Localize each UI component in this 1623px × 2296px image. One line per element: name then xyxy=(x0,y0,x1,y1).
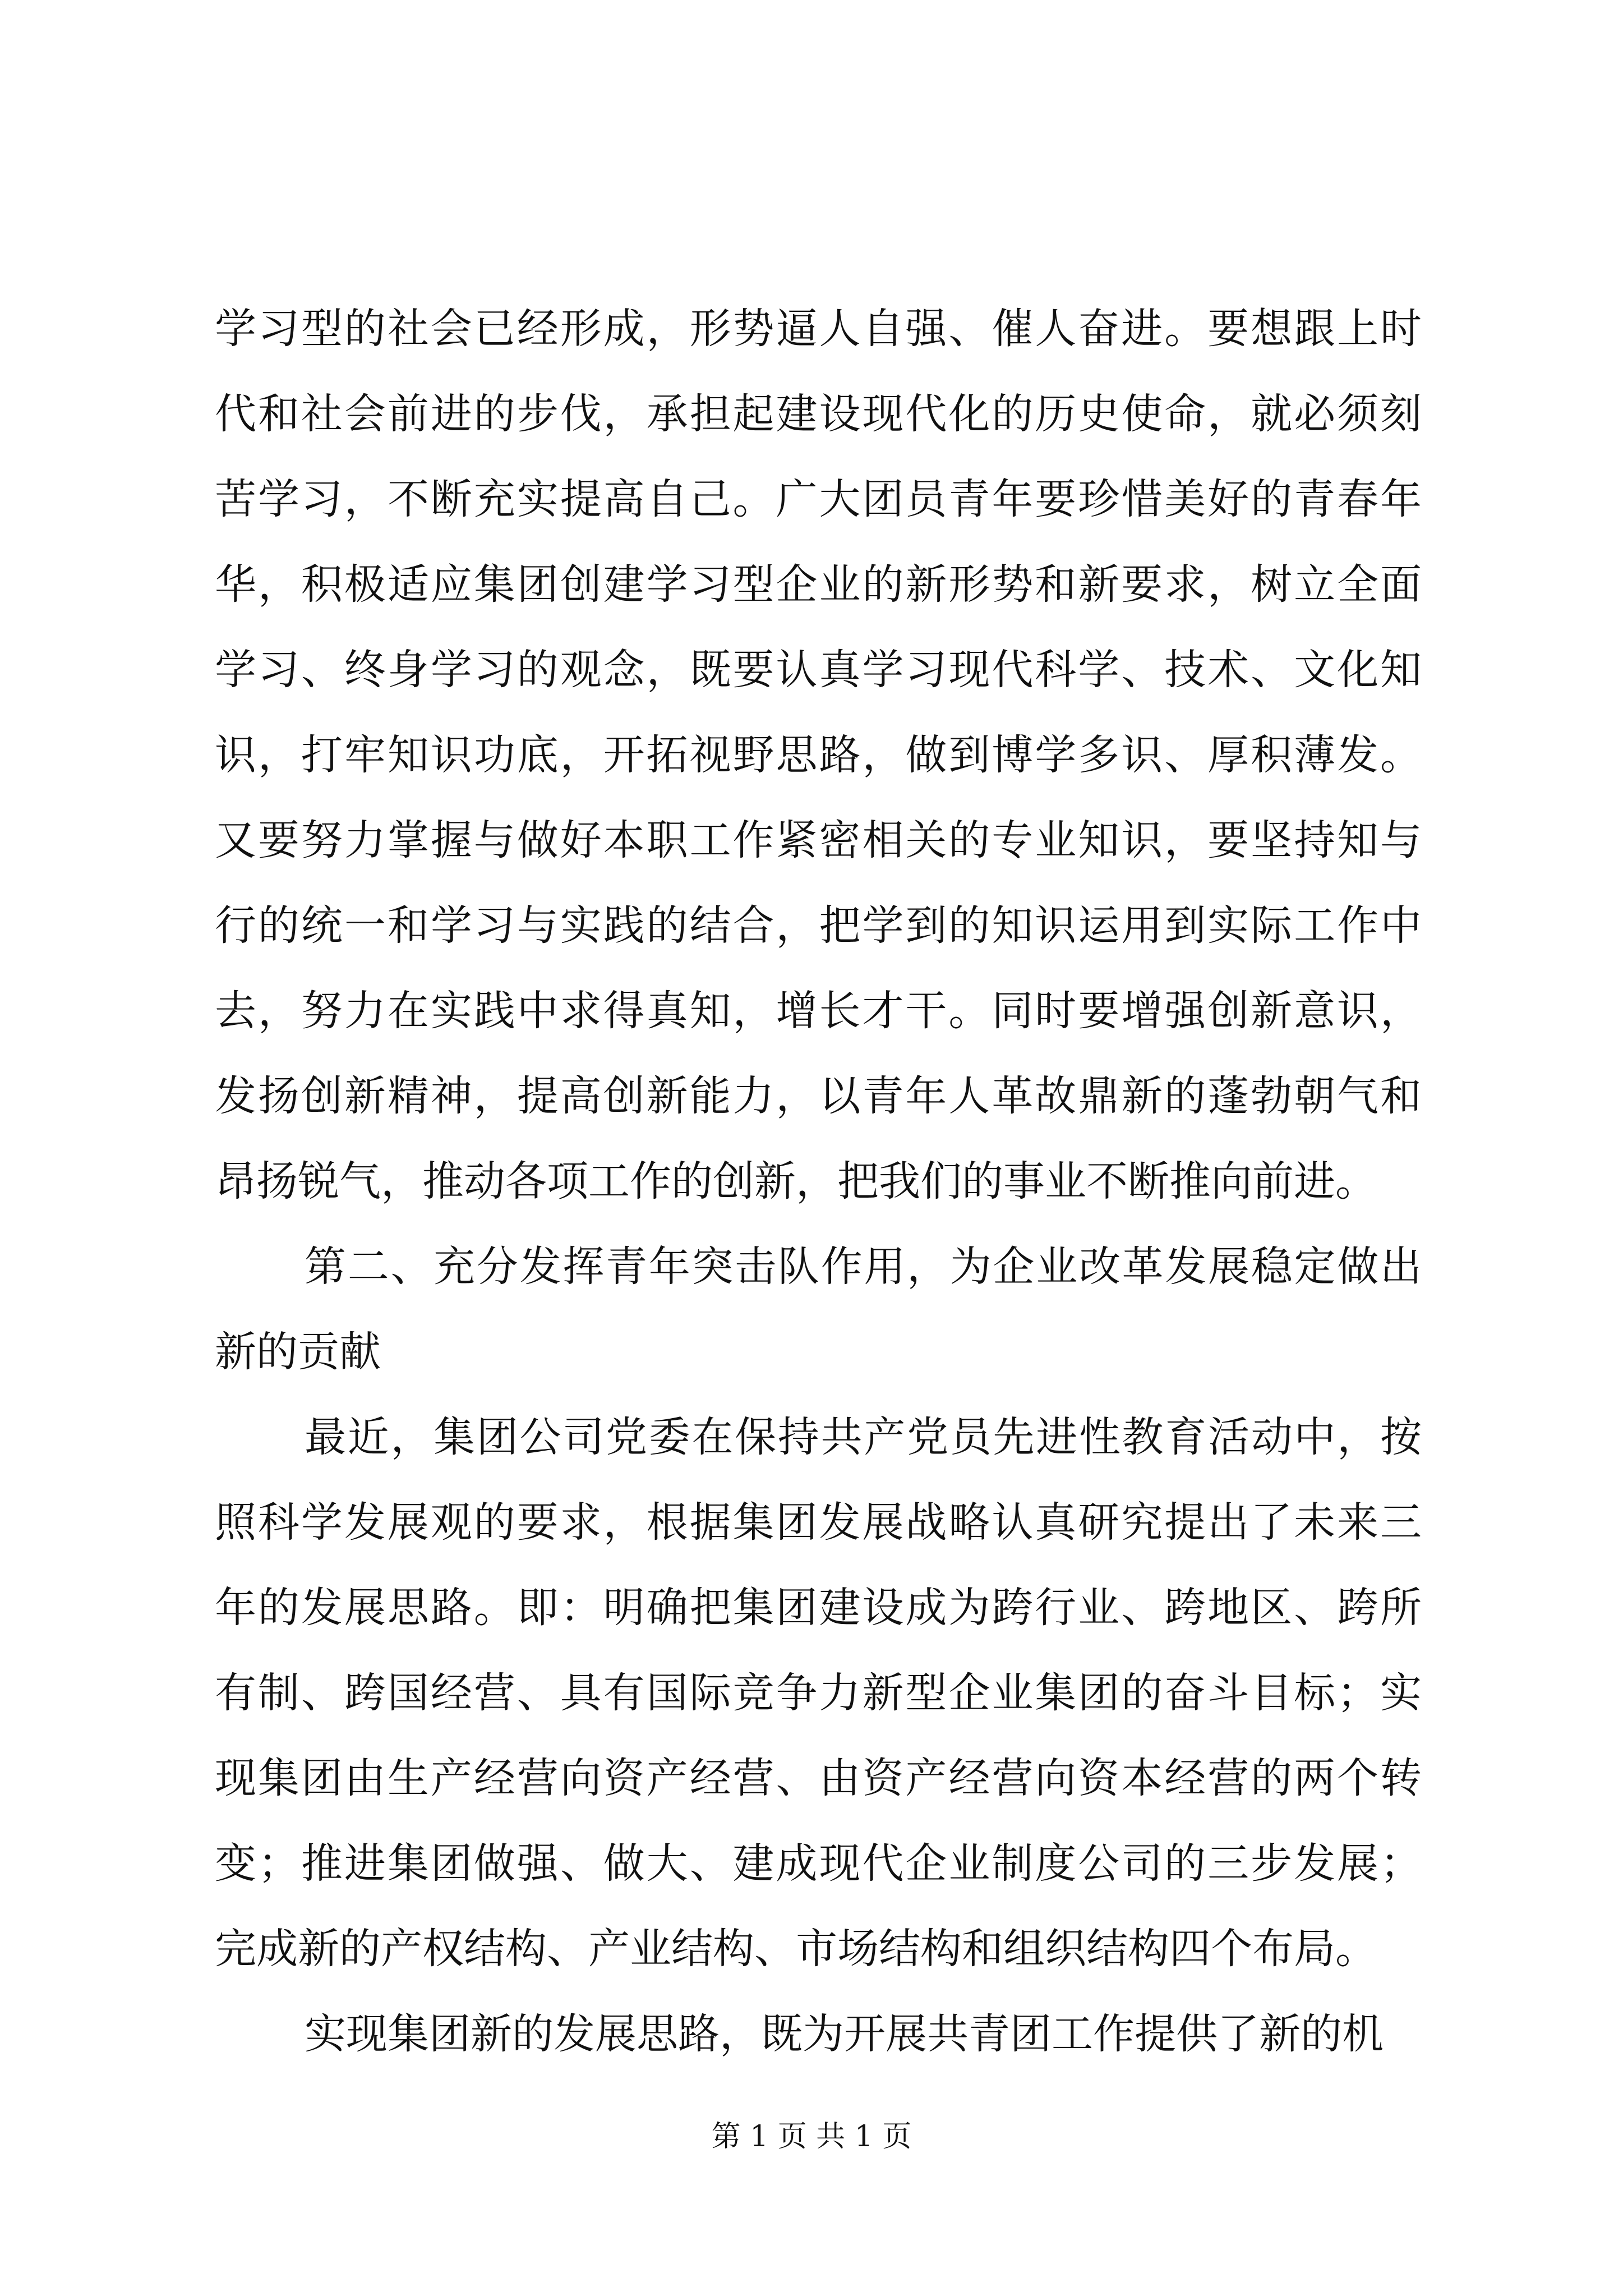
text-line: 照科学发展观的要求，根据集团发展战略认真研究提出了未来三 xyxy=(215,1498,1422,1547)
paragraph xyxy=(215,1395,1422,1991)
text-line: 变；推进集团做强、做大、建成现代企业制度公司的三步发展； xyxy=(215,1839,1422,1888)
text-line: 最近，集团公司党委在保持共产党员先进性教育活动中，按 xyxy=(305,1413,1422,1461)
text-line: 实现集团新的发展思路，既为开展共青团工作提供了新的机 xyxy=(305,2010,1384,2058)
text-line: 学习型的社会已经形成，形势逼人自强、催人奋进。要想跟上时 xyxy=(215,305,1422,353)
text-line: 第二、充分发挥青年突击队作用，为企业改革发展稳定做出 xyxy=(305,1243,1422,1291)
page-footer: 第 1 页 共 1 页 xyxy=(711,2120,912,2154)
text-line: 苦学习，不断充实提高自己。广大团员青年要珍惜美好的青春年 xyxy=(215,475,1422,523)
text-line: 识，打牢知识功底，开拓视野思路，做到博学多识、厚积薄发。 xyxy=(215,731,1422,779)
text-line: 有制、跨国经营、具有国际竞争力新型企业集团的奋斗目标；实 xyxy=(215,1669,1422,1717)
text-line: 完成新的产权结构、产业结构、市场结构和组织结构四个布局。 xyxy=(215,1925,1377,1973)
text-line: 现集团由生产经营向资产经营、由资产经营向资本经营的两个转 xyxy=(215,1754,1422,1802)
text-line: 行的统一和学习与实践的结合，把学到的知识运用到实际工作中 xyxy=(215,901,1422,950)
text-line: 新的贡献 xyxy=(215,1328,381,1376)
text-line: 代和社会前进的步伐，承担起建设现代化的历史使命，就必须刻 xyxy=(215,390,1422,438)
text-line: 学习、终身学习的观念，既要认真学习现代科学、技术、文化知 xyxy=(215,646,1422,694)
paragraph xyxy=(215,1991,1422,2077)
text-line: 又要努力掌握与做好本职工作紧密相关的专业知识，要坚持知与 xyxy=(215,816,1422,864)
text-line: 发扬创新精神，提高创新能力，以青年人革故鼎新的蓬勃朝气和 xyxy=(215,1072,1422,1120)
text-line: 昂扬锐气，推动各项工作的创新，把我们的事业不断推向前进。 xyxy=(215,1157,1377,1205)
paragraph xyxy=(215,286,1422,1224)
document-body xyxy=(215,286,1422,2077)
text-line: 年的发展思路。即：明确把集团建设成为跨行业、跨地区、跨所 xyxy=(215,1584,1422,1632)
text-line: 去，努力在实践中求得真知，增长才干。同时要增强创新意识， xyxy=(215,987,1422,1035)
section-heading xyxy=(215,1224,1422,1395)
text-line: 华，积极适应集团创建学习型企业的新形势和新要求，树立全面 xyxy=(215,560,1422,609)
